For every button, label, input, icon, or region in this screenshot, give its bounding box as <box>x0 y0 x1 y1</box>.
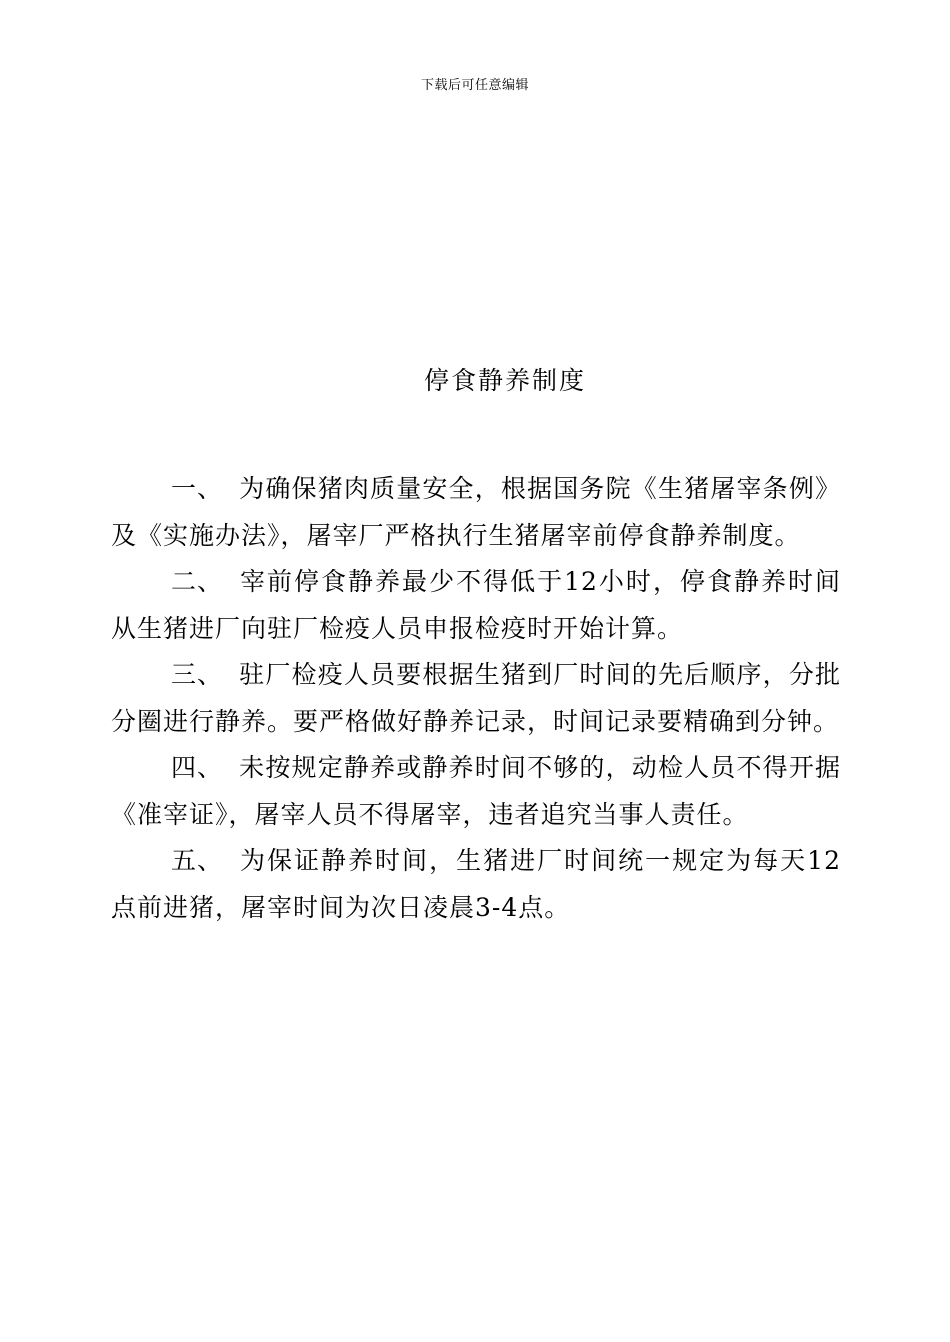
paragraph-text: 驻厂检疫人员要根据生猪到厂时间的先后顺序，分批分圈进行静养。要严格做好静养记录，时间记录要精确到分钟。 <box>111 660 841 736</box>
paragraph-2 <box>111 559 841 652</box>
paragraph-text: 未按规定静养或静养时间不够的，动检人员不得开据《准宰证》，屠宰人员不得屠宰，违者追究当事人责任。 <box>111 753 841 829</box>
header-note: 下载后可任意编辑 <box>420 78 529 93</box>
paragraph-number: 五、 <box>171 846 224 875</box>
paragraph-number: 三、 <box>171 660 224 689</box>
paragraph-number: 一、 <box>171 474 224 503</box>
paragraph-number: 二、 <box>171 567 224 596</box>
paragraph-3 <box>111 652 841 745</box>
paragraph-number: 四、 <box>171 753 224 782</box>
document-body <box>111 466 841 931</box>
paragraph-text: 宰前停食静养最少不得低于12小时，停食静养时间从生猪进厂向驻厂检疫人员申报检疫时开始计算。 <box>111 567 841 643</box>
paragraph-4 <box>111 745 841 838</box>
paragraph-text: 为确保猪肉质量安全，根据国务院《生猪屠宰条例》及《实施办法》，屠宰厂严格执行生猪屠宰前停食静养制度。 <box>111 474 841 550</box>
document-title: 停食静养制度 <box>423 366 586 395</box>
paragraph-5 <box>111 838 841 931</box>
paragraph-1 <box>111 466 841 559</box>
paragraph-text: 为保证静养时间，生猪进厂时间统一规定为每天12点前进猪，屠宰时间为次日凌晨3-4点。 <box>111 846 841 922</box>
